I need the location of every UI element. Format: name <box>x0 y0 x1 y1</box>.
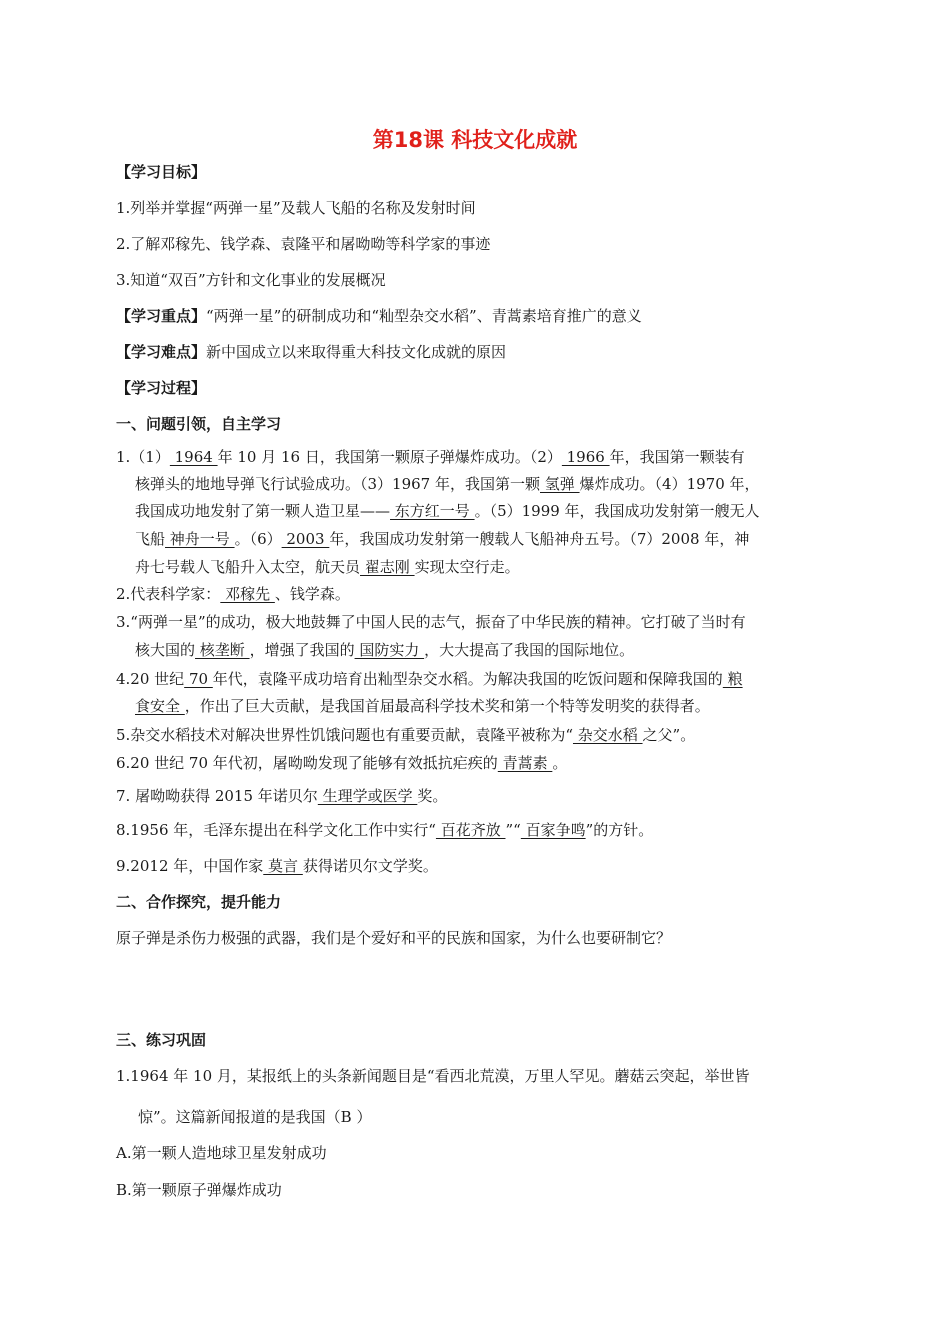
option-b: B.第一颗原子弹爆炸成功 <box>116 1181 282 1199</box>
answer-blank: 神舟一号 <box>165 530 235 548</box>
answer-blank: 国防实力 <box>354 641 425 659</box>
objectives-heading: 【学习目标】 <box>116 163 207 181</box>
text: 之父”。 <box>642 726 696 744</box>
q1-line4 <box>135 529 749 549</box>
q9 <box>116 856 438 876</box>
text: ”“ <box>505 821 521 839</box>
text: 2.代表科学家： <box>116 585 221 603</box>
q3-line1: 3.“两弹一星”的成功，极大地鼓舞了中国人民的志气，振奋了中华民族的精神。它打破了当时有 <box>116 613 746 631</box>
answer-blank: 氢弹 <box>540 475 580 493</box>
answer-blank: 核垄断 <box>195 641 250 659</box>
text: 我国成功地发射了第一颗人造卫星—— <box>135 502 391 520</box>
text: 。（5）1999 年，我国成功发射第一艘无人 <box>474 502 760 520</box>
text: 5.杂交水稻技术对解决世界性饥饿问题也有重要贡献，袁隆平被称为“ <box>116 726 573 744</box>
difficulty-label: 【学习难点】 <box>116 343 207 361</box>
answer-blank: 2003 <box>281 530 330 548</box>
q1-line3 <box>135 501 760 521</box>
text: 核大国的 <box>135 641 196 659</box>
q1-line5 <box>135 557 520 577</box>
key-points-text: “两弹一星”的研制成功和“籼型杂交水稻”、青蒿素培育推广的意义 <box>206 307 642 325</box>
text: 。 <box>552 754 568 772</box>
text: 1.（1） <box>116 448 170 466</box>
text: 6.20 世纪 70 年代初，屠呦呦发现了能够有效抵抗疟疾的 <box>116 754 498 772</box>
text: 舟七号载人飞船升入太空，航天员 <box>135 558 361 576</box>
text: 奖。 <box>417 787 448 805</box>
text: ”的方针。 <box>585 821 654 839</box>
objective-item: 2.了解邓稼先、钱学森、袁隆平和屠呦呦等科学家的事迹 <box>116 235 491 253</box>
q3-line2 <box>135 640 634 660</box>
text: 9.2012 年，中国作家 <box>116 857 264 875</box>
section2-heading: 二、合作探究，提升能力 <box>116 893 282 911</box>
answer-blank: 70 <box>184 670 213 688</box>
q8 <box>116 820 653 840</box>
section2-question: 原子弹是杀伤力极强的武器，我们是个爱好和平的民族和国家，为什么也要研制它？ <box>116 929 672 947</box>
option-a: A.第一颗人造地球卫星发射成功 <box>116 1144 327 1162</box>
text: 飞船 <box>135 530 166 548</box>
key-points-label: 【学习重点】 <box>116 307 207 325</box>
q5 <box>116 725 695 745</box>
objective-item: 3.知道“双百”方针和文化事业的发展概况 <box>116 271 386 289</box>
answer-blank: 1966 <box>561 448 610 466</box>
answer-blank: 东方红一号 <box>390 502 475 520</box>
process-heading: 【学习过程】 <box>116 379 207 397</box>
answer-blank: 1964 <box>169 448 218 466</box>
q6 <box>116 753 567 773</box>
answer-blank: 粮 <box>722 670 743 688</box>
q4-line2 <box>135 696 710 716</box>
text: 年 10 月 16 日，我国第一颗原子弹爆炸成功。（2） <box>217 448 562 466</box>
answer-blank: 食安全 <box>135 697 185 715</box>
exercise-q1-line1: 1.1964 年 10 月，某报纸上的头条新闻题目是“看西北荒漠，万里人罕见。蘑菇云突起，举世皆 <box>116 1067 750 1085</box>
text: 。（6） <box>234 530 282 548</box>
answer-blank: 青蒿素 <box>497 754 553 772</box>
text: 、钱学森。 <box>274 585 350 603</box>
text: 爆炸成功。（4）1970 年， <box>579 475 760 493</box>
text: 年代，袁隆平成功培育出籼型杂交水稻。为解决我国的吃饭问题和保障我国的 <box>212 670 723 688</box>
answer-blank: 生理学或医学 <box>317 787 418 805</box>
page-title: 第18课 科技文化成就 <box>372 128 578 152</box>
answer-blank: 百花齐放 <box>435 821 506 839</box>
answer-blank: 翟志刚 <box>360 558 415 576</box>
difficulty <box>116 342 506 362</box>
key-points <box>116 306 642 326</box>
q1-line1 <box>116 447 745 467</box>
section3-heading: 三、练习巩固 <box>116 1031 207 1049</box>
text: ，作出了巨大贡献，是我国首届最高科学技术奖和第一个特等发明奖的获得者。 <box>184 697 710 715</box>
section1-heading: 一、问题引领，自主学习 <box>116 415 282 433</box>
text: 7. 屠呦呦获得 2015 年诺贝尔 <box>116 787 318 805</box>
answer-blank: 百家争鸣 <box>520 821 586 839</box>
text: ，大大提高了我国的国际地位。 <box>424 641 635 659</box>
text: 年，我国第一颗装有 <box>609 448 745 466</box>
q2 <box>116 584 350 604</box>
text: 8.1956 年，毛泽东提出在科学文化工作中实行“ <box>116 821 436 839</box>
answer-blank: 邓稼先 <box>220 585 275 603</box>
q4-line1 <box>116 669 743 689</box>
text: 获得诺贝尔文学奖。 <box>302 857 438 875</box>
exercise-q1-line2: 惊”。这篇新闻报道的是我国（B ） <box>138 1108 372 1126</box>
text: 核弹头的地地导弹飞行试验成功。（3）1967 年，我国第一颗 <box>135 475 540 493</box>
q1-line2 <box>135 474 760 494</box>
answer-blank: 莫言 <box>263 857 303 875</box>
text: 实现太空行走。 <box>414 558 520 576</box>
objective-item: 1.列举并掌握“两弹一星”及载人飞船的名称及发射时间 <box>116 199 476 217</box>
text: ，增强了我国的 <box>249 641 355 659</box>
q7 <box>116 786 447 806</box>
text: 4.20 世纪 <box>116 670 185 688</box>
difficulty-text: 新中国成立以来取得重大科技文化成就的原因 <box>206 343 507 361</box>
text: 年，我国成功发射第一艘载人飞船神舟五号。（7）2008 年，神 <box>329 530 750 548</box>
answer-blank: 杂交水稻 <box>572 726 643 744</box>
